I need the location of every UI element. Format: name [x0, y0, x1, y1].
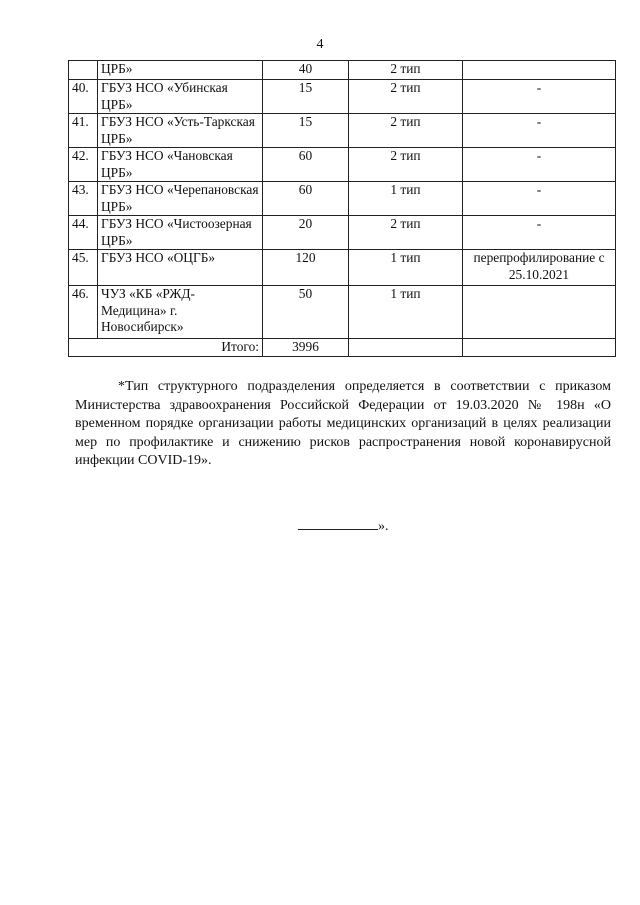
table-row: [69, 80, 616, 114]
facility-type: 2 тип: [349, 61, 463, 80]
facility-name: ГБУЗ НСО «ОЦГБ»: [98, 250, 263, 286]
total-note-empty: [463, 339, 616, 357]
row-note: -: [463, 216, 616, 250]
signature-rule: [298, 517, 378, 530]
table-row: [69, 61, 616, 80]
table-row: [69, 286, 616, 339]
facility-type: 1 тип: [349, 286, 463, 339]
bed-count: 20: [263, 216, 349, 250]
facility-type: 2 тип: [349, 114, 463, 148]
row-note: перепрофилирование с 25.10.2021: [463, 250, 616, 286]
page-number: 4: [316, 37, 324, 52]
bed-count: 15: [263, 114, 349, 148]
table-row: [69, 250, 616, 286]
facility-name: ГБУЗ НСО «Чистоозерная ЦРБ»: [98, 216, 263, 250]
total-row: [69, 339, 616, 357]
row-note: -: [463, 114, 616, 148]
row-number: 43.: [69, 182, 98, 216]
footnote: *Тип структурного подразделения определяется в соответствии с приказом Министерства здравоохранения Российской Федерации от 19.03.2020 № 198н «О временном порядке организации работы медицинских организаций в целях реализации мер по профилактике и снижению рисков распространения новой коронавирусной инфекции COVID-19».: [75, 379, 611, 469]
facility-type: 2 тип: [349, 216, 463, 250]
table-row: [69, 114, 616, 148]
total-value: 3996: [263, 339, 349, 357]
row-number: 44.: [69, 216, 98, 250]
row-note: -: [463, 80, 616, 114]
row-note: -: [463, 182, 616, 216]
facility-name: ЧУЗ «КБ «РЖД-Медицина» г. Новосибирск»: [98, 286, 263, 339]
total-type-empty: [349, 339, 463, 357]
facility-name: ГБУЗ НСО «Усть-Таркская ЦРБ»: [98, 114, 263, 148]
facilities-table: [68, 60, 616, 357]
table-row: [69, 182, 616, 216]
row-number: 40.: [69, 80, 98, 114]
facility-name: ГБУЗ НСО «Чановская ЦРБ»: [98, 148, 263, 182]
table-row: [69, 216, 616, 250]
row-note: [463, 286, 616, 339]
facility-type: 2 тип: [349, 148, 463, 182]
bed-count: 60: [263, 182, 349, 216]
row-number: 41.: [69, 114, 98, 148]
facility-type: 2 тип: [349, 80, 463, 114]
row-number: 46.: [69, 286, 98, 339]
facility-name: ГБУЗ НСО «Черепановская ЦРБ»: [98, 182, 263, 216]
bed-count: 15: [263, 80, 349, 114]
bed-count: 120: [263, 250, 349, 286]
bed-count: 50: [263, 286, 349, 339]
row-note: -: [463, 148, 616, 182]
facility-type: 1 тип: [349, 182, 463, 216]
row-number: 45.: [69, 250, 98, 286]
facility-name: ЦРБ»: [98, 61, 263, 80]
bed-count: 40: [263, 61, 349, 80]
bed-count: 60: [263, 148, 349, 182]
row-number: 42.: [69, 148, 98, 182]
closing-line: [298, 517, 389, 535]
facility-name: ГБУЗ НСО «Убинская ЦРБ»: [98, 80, 263, 114]
row-number: [69, 61, 98, 80]
facility-type: 1 тип: [349, 250, 463, 286]
closing-mark: ».: [378, 519, 389, 534]
row-note: [463, 61, 616, 80]
total-label: Итого:: [69, 339, 263, 357]
table-row: [69, 148, 616, 182]
